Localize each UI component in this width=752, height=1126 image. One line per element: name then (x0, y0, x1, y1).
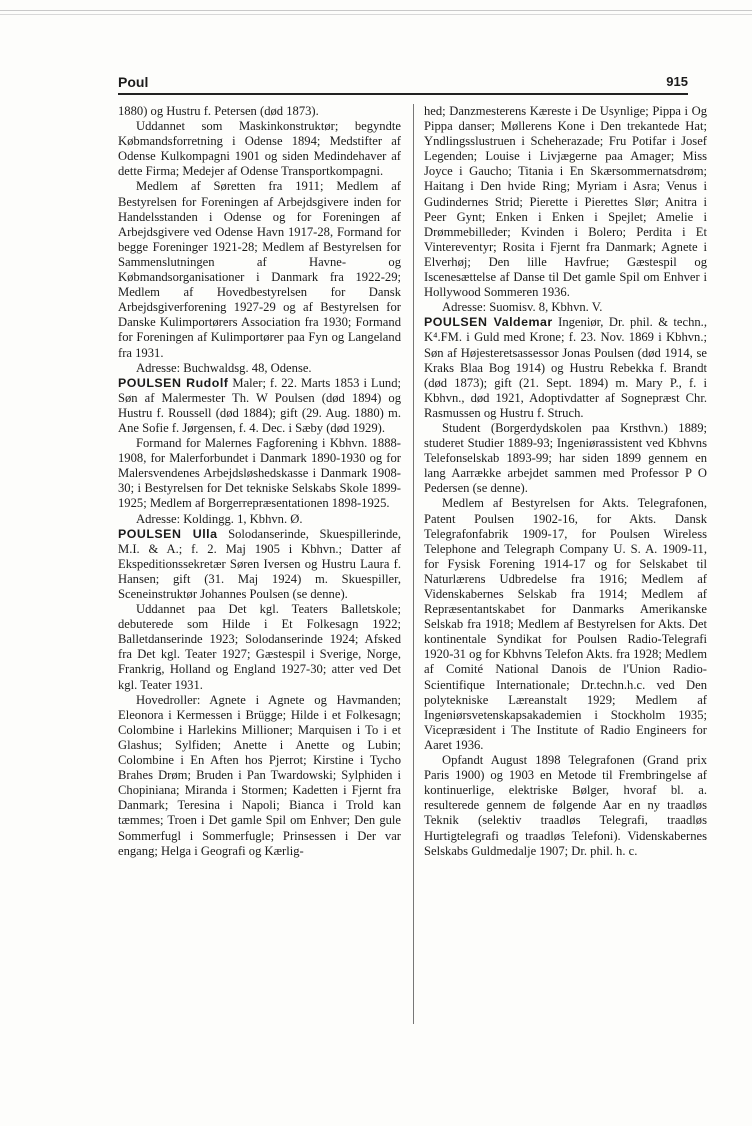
entry-bio: Solodanserinde, Skuespillerinde, M.I. & A.; f. 2. Maj 1905 i Kbhvn.; Datter af Ekspeditionssekretær Søren Iversen og Hustru Laura f. Hansen; gift (31. Maj 1924) m. Skuespiller, Sceneinstruktør Johannes Poulsen (se denne). (118, 526, 401, 601)
entry-poulsen-valdemar (424, 315, 707, 421)
right-column (424, 104, 707, 859)
entry-name: POULSEN Ulla (118, 526, 218, 541)
inventions-paragraph: Opfandt August 1898 Telegrafonen (Grand prix Paris 1900) og 1903 en Metode til Frembringelse af kontinuerlige, elektriske Bølger, hvoraf bl. a. resulterede gennem de følgende Aar en ny traadløs Teknik (selektiv traadløs Telegrafi, traadløs Hurtigtelegrafi og traadløs Telefoni). Videnskabernes Selskabs Guldmedalje 1907; Dr. phil. h. c. (424, 753, 707, 858)
education-paragraph: Student (Borgerdydskolen paa Krsthvn.) 1889; studeret Studier 1889-93; Ingeniørassistent ved Kbhvns Telefonselskab 1893-99; har siden 1899 gennem en lang Aarrække arbejdet sammen med Professor P O Pedersen (se denne). (424, 420, 707, 496)
entry-bio: Maler; f. 22. Marts 1853 i Lund; Søn af Malermester Th. W Poulsen (død 1894) og Hustru f. Roussell (død 1884); gift (29. Aug. 1880) m. Ane Sofie f. Jørgensen, f. 4. Dec. i Sæby (død 1929). (118, 375, 402, 435)
career-paragraph: Uddannet paa Det kgl. Teaters Balletskole; debuterede som Hilde i Et Folkesagn 1922; Balletdanserinde 1923; Solodanserinde 1924; Afsked fra Det kgl. Teater 1927; Gæstespil i Sverige, Norge, Frankrig, Holland og England 1927-30; atter ved Det kgl. Teater 1931. (118, 602, 401, 692)
address-line: Adresse: Suomisv. 8, Kbhvn. V. (442, 300, 603, 315)
column-divider (413, 104, 414, 1024)
header-rule (118, 93, 688, 95)
scan-edge-line (0, 14, 752, 15)
entry-continuation: 1880) og Hustru f. Petersen (død 1873). (118, 104, 319, 118)
roles-continuation: hed; Danzmesterens Kæreste i De Usynlige; Pippa i Og Pippa danser; Møllerens Kone i Den trekantede Hat; Yndlingsslustruen i Scheherazade; Fru Potifar i Josef Legenden; Louise i Livjægerne paa Amager; Miss Joyce i Gaucho; Titania i En Skærsommernatsdrøm; Haitang i Den hvide Ring; Myriam i Asra; Venus i Gudindernes Strid; Pierette i Pierettes Slør; Anitra i Peer Gynt; Enken i Enken i Spejlet; Amelie i Drømmebilleder; Kvinden i Bolero; Perdita i Et Vintereventyr; Rosita i Fjernt fra Danmark; Agnete i Elverhøj; Den lille Havfrue; Gæstespil og Iscenesættelse af Danse til Det gamle Spil om Enhver i Hollywood Sommeren 1936. (424, 104, 707, 300)
entry-name: POULSEN Valdemar (424, 315, 553, 330)
left-column (118, 104, 401, 859)
entry-bio: Ingeniør, Dr. phil. & techn., K⁴.FM. i Guld med Krone; f. 23. Nov. 1869 i Kbhvn.; Søn af Højesteretsassessor Jonas Poulsen (død 1914, se Kraks Blaa Bog 1914) og Hustru Rebekka f. Brandt (død 1873); gift (21. Sept. 1894) m. Mary P., f. i Kbhvn., død 1921, Adoptivdatter af Sognepræst Chr. Rasmussen og Hustru f. Struch. (424, 315, 707, 420)
address-line: Adresse: Koldingg. 1, Kbhvn. Ø. (136, 511, 303, 526)
career-paragraph: Formand for Malernes Fagforening i Kbhvn. 1888-1908, for Malerforbundet i Danmark 1890-1930 og for Malersvendenes Arbejdsløshedskasse i Danmark 1908-30; i Bestyrelsen for Det tekniske Selskabs Skole 1899-1925; Medlem af Borgerrepræsentationen 1898-1925. (118, 436, 401, 511)
career-paragraph: Medlem af Bestyrelsen for Akts. Telegrafonen, Patent Poulsen 1902-16, for Akts. Dansk Telegrafonfabrik 1909-17, for Poulsen Wireless Telephone and Telegraph Company U. S. A. 1909-11, for Fysisk Forening 1914-17 og for Selskabet til Naturlærens Udbredelse fra 1916; Medlem af Videnskabernes Selskab fra 1914; Medlem af Repræsentantskabet for Danmarks Amerikanske Selskab fra 1918; Medlem af Bestyrelsen for Akts. Det kontinentale Syndikat for Poulsen Radio-Telegrafi 1920-31 og for Kbhvns Telefon Akts. fra 1928; Medlem af Comité National Danois de l'Union Radio-Scientifique Internationale; Dr.techn.h.c. ved Den polytekniske Læreanstalt 1929; Medlem af Ingeniørsvetenskapsakademien i Stockholm 1935; Vicepræsident i The Institute of Radio Engineers for Aaret 1936. (424, 496, 707, 752)
entry-poulsen-rudolf (118, 376, 401, 436)
scan-edge-top (0, 10, 752, 11)
page-header (118, 74, 688, 94)
education-paragraph: Uddannet som Maskinkonstruktør; begyndte Købmandsforretning i Odense 1894; Medstifter af Odense Kulkompagni 1901 og siden Medindehaver af dette Firma; Medejer af Odense Transportkompagni. (118, 119, 401, 179)
address-line: Adresse: Buchwaldsg. 48, Odense. (136, 360, 312, 375)
roles-paragraph: Hovedroller: Agnete i Agnete og Havmanden; Eleonora i Kermessen i Brügge; Hilde i et Folkesagn; Colombine i Harlekins Millioner; Marquisen i To i et Glashus; Sylfiden; Anette i Anette og Lubin; Colombine i En Aften hos Pjerrot; Kirstine i Tycho Brahes Drøm; Bruden i Pan Twardowski; Sylphiden i Chopiniana; Miranda i Stormen; Kadetten i Fjernt fra Danmark; Teresina i Napoli; Bianca i Trold kan tæmmes; Troen i Det gamle Spil om Enhver; Den gule Sommerfugl i Sommerfugle; Prinsessen i Der var engang; Helga i Geografi og Kærlig- (118, 692, 401, 858)
page-number: 915 (666, 74, 688, 89)
entry-poulsen-ulla (118, 527, 401, 602)
entry-name: POULSEN Rudolf (118, 375, 229, 390)
career-paragraph: Medlem af Søretten fra 1911; Medlem af Bestyrelsen for Foreningen af Arbejdsgivere inden for Handelsstanden i Odense og for Foreningen af Arbejdsgivere ved Odense Havn 1917-28, Formand for begge Foreninger 1921-28; Medlem af Bestyrelsen for Sammenslutningen af Havne- og Købmandsorganisationer i Danmark fra 1922-29; Medlem af Hovedbestyrelsen for Dansk Arbejdsgiverforening 1927-29 og af Bestyrelsen for Danske Kulimportørers Association fra 1930; Formand for Foreningen af Kulimportører paa Fyn og Langeland fra 1931. (118, 179, 401, 360)
running-head: Poul (118, 74, 149, 90)
